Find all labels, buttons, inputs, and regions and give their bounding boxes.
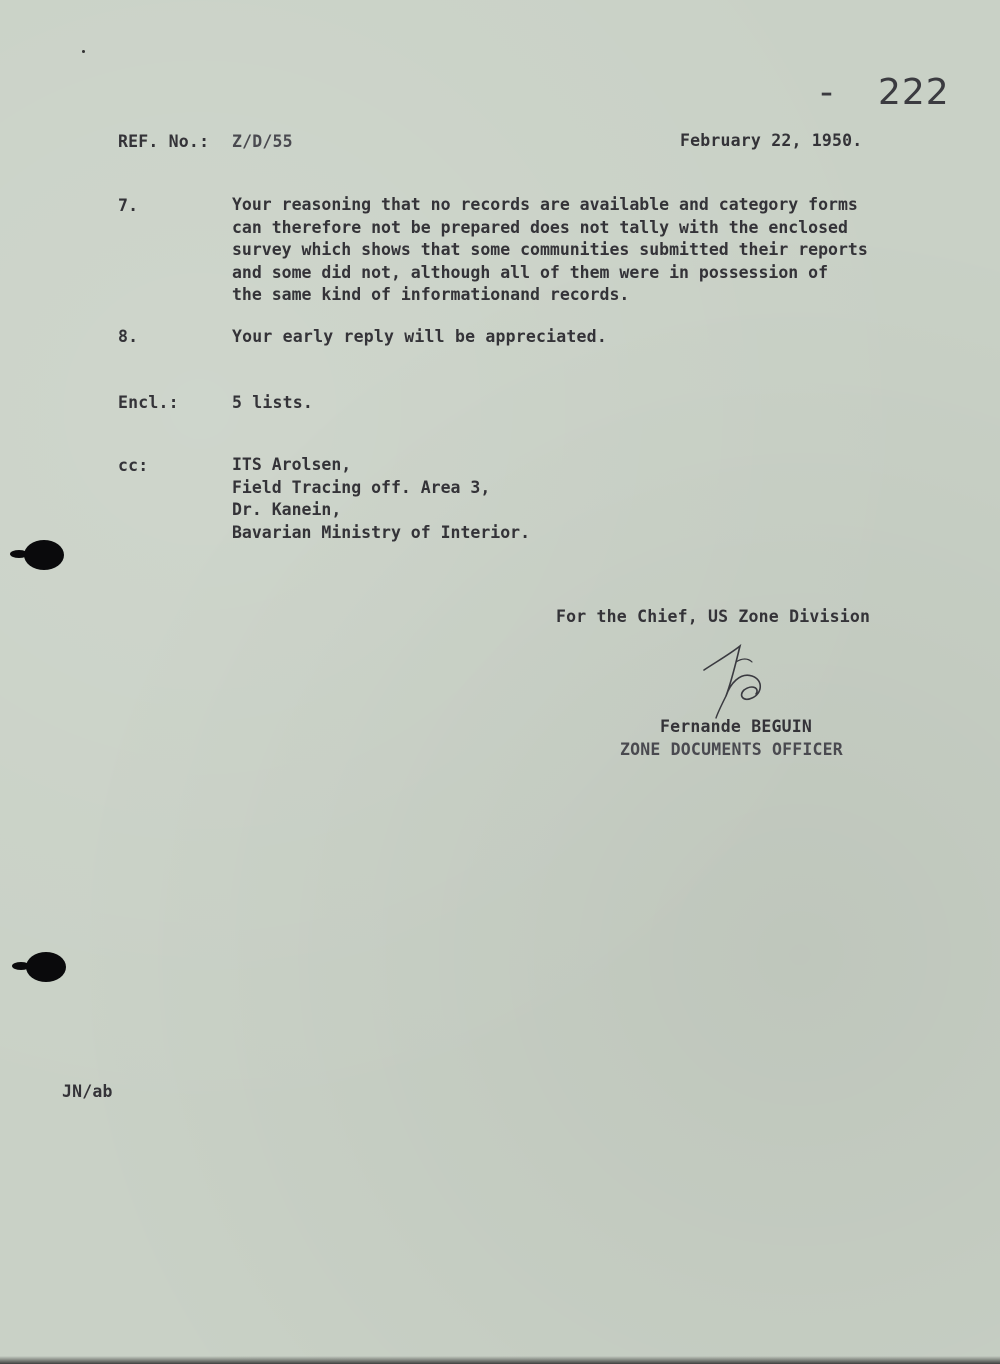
paragraph-line: can therefore not be prepared does not tally with the enclosed [232, 217, 848, 237]
paragraph-number-7: 7. [118, 196, 139, 215]
cc-recipient: Bavarian Ministry of Interior. [232, 522, 531, 542]
paragraph-number-8: 8. [118, 327, 139, 346]
cc-recipient: ITS Arolsen, [232, 455, 352, 474]
page-number [820, 72, 950, 113]
scan-bottom-edge [0, 1356, 1000, 1364]
signer-name: Fernande BEGUIN [660, 717, 813, 736]
paragraph-7-text [232, 194, 912, 307]
punch-hole-lower [26, 952, 66, 982]
cc-recipient: Dr. Kanein, [232, 500, 342, 519]
paragraph-line: and some did not, although all of them were in possession of [232, 262, 829, 282]
page-number-dash: - [820, 72, 834, 113]
punch-hole-upper [24, 540, 64, 570]
reference-label: REF. No.: [118, 132, 210, 151]
typist-initials: JN/ab [62, 1082, 113, 1101]
enclosures-value: 5 lists. [232, 393, 314, 412]
letter-date: February 22, 1950. [680, 131, 863, 150]
reference-value: Z/D/55 [232, 132, 293, 151]
speck-mark [82, 50, 85, 53]
cc-recipient-list [232, 454, 530, 544]
paragraph-line: Your reasoning that no records are available and category forms [232, 195, 858, 214]
paragraph-line: the same kind of informationand records. [232, 285, 630, 304]
handwritten-signature [696, 632, 776, 722]
enclosures-label: Encl.: [118, 393, 179, 412]
signer-title: ZONE DOCUMENTS OFFICER [620, 740, 843, 759]
paragraph-8-text: Your early reply will be appreciated. [232, 327, 607, 346]
paragraph-line: survey which shows that some communities submitted their reports [232, 240, 868, 259]
cc-recipient: Field Tracing off. Area 3, [232, 477, 491, 497]
page-number-value: 222 [878, 72, 950, 113]
cc-label: cc: [118, 456, 149, 475]
signature-for-line: For the Chief, US Zone Division [556, 607, 871, 626]
